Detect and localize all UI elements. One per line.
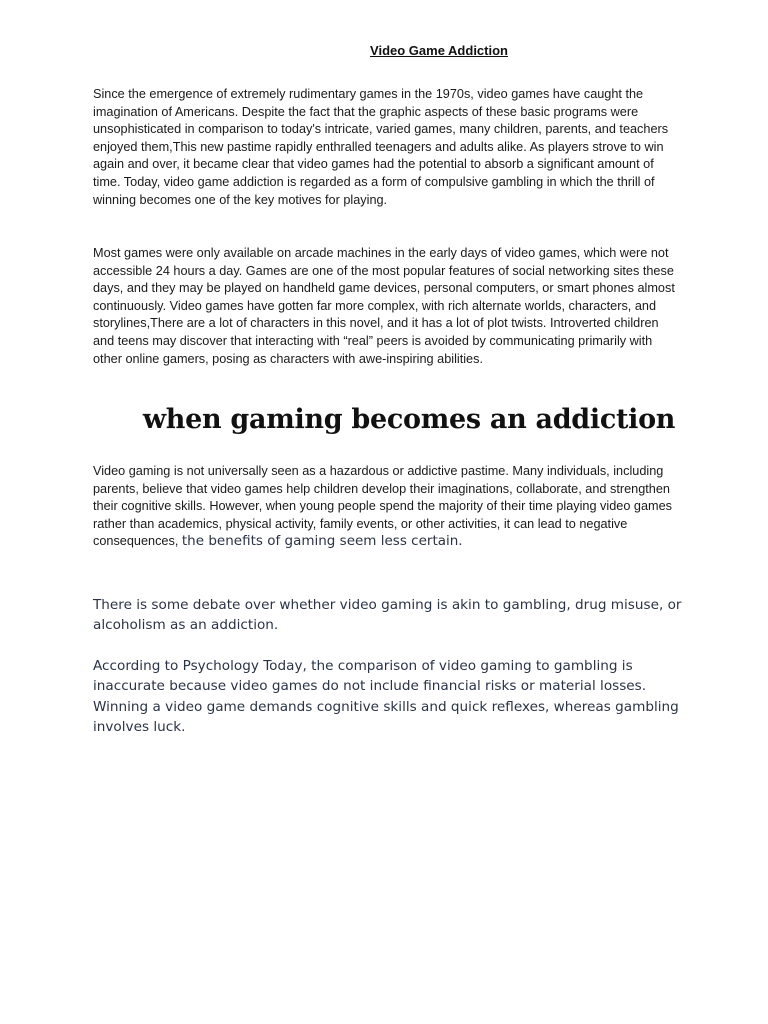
paragraph-perception [93,463,683,551]
paragraph-perception-main: Video gaming is not universally seen as a hazardous or addictive pastime. Many individuals, including parents, believe that video games help children develop their imaginations, collaborate, and strengthen their cognitive skills. However, when young people spend the majority of their time playing video games rather than academics, physical activity, family events, or other activities, it can lead to negative consequences, [93,464,672,549]
paragraph-debate: There is some debate over whether video gaming is akin to gambling, drug misuse, or alcoholism as an addiction. [93,597,682,634]
document-title: Video Game Addiction [370,43,508,58]
paragraph-perception-tail: the benefits of gaming seem less certain. [181,533,463,550]
paragraph-psychology-today: According to Psychology Today, the comparison of video gaming to gambling is inaccurate because video games do not include financial risks or material losses. Winning a video game demands cognitive skills and quick reflexes, whereas gambling involves luck. [93,658,679,736]
section-heading: when gaming becomes an addiction [142,404,676,435]
paragraph-history: Most games were only available on arcade machines in the early days of video games, which were not accessible 24 hours a day. Games are one of the most popular features of social networking sites these days, and they may be played on handheld game devices, personal computers, or smart phones almost continuously. Video games have gotten far more complex, with rich alternate worlds, characters, and storylines,There are a lot of characters in this novel, and it has a lot of plot twists. Introverted children and teens may discover that interacting with “real” peers is avoided by communicating primarily with other online gamers, posing as characters with awe-inspiring abilities. [93,246,675,366]
paragraph-intro: Since the emergence of extremely rudimentary games in the 1970s, video games have caught the imagination of Americans. Despite the fact that the graphic aspects of these basic programs were unsophisticated in comparison to today's intricate, varied games, many children, parents, and teachers enjoyed them,This new pastime rapidly enthralled teenagers and adults alike. As players strove to win again and over, it became clear that video games had the potential to absorb a significant amount of time. Today, video game addiction is regarded as a form of compulsive gambling in which the thrill of winning becomes one of the key motives for playing. [93,87,669,207]
